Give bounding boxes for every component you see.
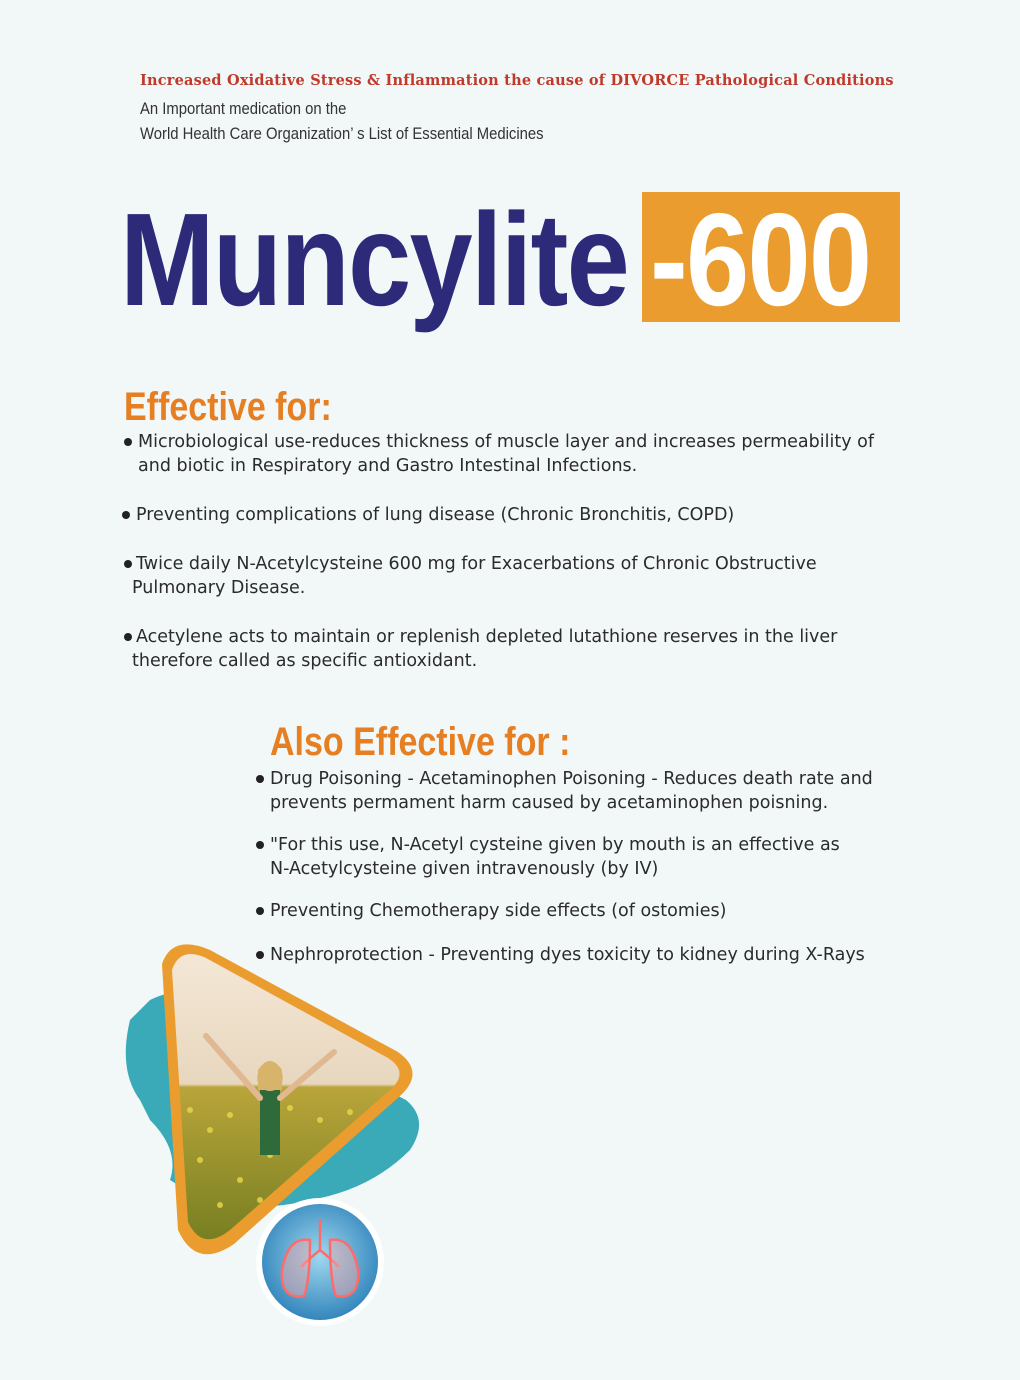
also-effective-item: [270, 767, 873, 815]
bullet-dot: [124, 633, 132, 641]
item-line: Microbiological use-reduces thickness of muscle layer and increases permeability of: [138, 432, 874, 452]
also-effective-item: [270, 899, 726, 923]
item-line: N-Acetylcysteine given intravenously (by IV): [270, 859, 659, 879]
bullet-dot: [256, 841, 264, 849]
subline-2: World Health Care Organization’ s List of Essential Medicines: [140, 125, 544, 143]
effective-item: [136, 503, 734, 527]
item-line: Acetylene acts to maintain or replenish depleted lutathione reserves in the liver: [136, 627, 838, 647]
strength-badge: [642, 186, 900, 333]
product-strength: -600: [650, 186, 871, 333]
item-line: Nephroprotection - Preventing dyes toxicity to kidney during X-Rays: [270, 945, 865, 965]
bullet-dot: [256, 907, 264, 915]
tagline: Increased Oxidative Stress & Inflammation the cause of DIVORCE Pathological Conditions: [140, 72, 894, 89]
bullet-dot: [124, 560, 132, 568]
item-line: "For this use, N-Acetyl cysteine given by mouth is an effective as: [270, 835, 840, 855]
subline-1: An Important medication on the: [140, 100, 347, 118]
item-line: Twice daily N-Acetylcysteine 600 mg for Exacerbations of Chronic Obstructive: [136, 554, 817, 574]
also-effective-item: [270, 833, 840, 881]
bullet-dot: [122, 511, 130, 519]
effective-heading: Effective for:: [124, 385, 332, 429]
product-name: Muncylite: [120, 186, 629, 333]
also-effective-heading: Also Effective for :: [270, 720, 571, 764]
effective-item: [132, 625, 838, 673]
item-line: and biotic in Respiratory and Gastro Intestinal Infections.: [138, 456, 638, 476]
effective-item: [138, 430, 874, 478]
item-line: prevents permament harm caused by acetaminophen poisning.: [270, 793, 829, 813]
effective-item: [132, 552, 817, 600]
item-line: Preventing complications of lung disease (Chronic Bronchitis, COPD): [136, 505, 735, 525]
item-line: Drug Poisoning - Acetaminophen Poisoning - Reduces death rate and: [270, 769, 873, 789]
hero-graphic: [110, 940, 430, 1360]
item-line: Pulmonary Disease.: [132, 578, 306, 598]
item-line: therefore called as specific antioxidant.: [132, 651, 478, 671]
bullet-dot: [256, 775, 264, 783]
item-line: Preventing Chemotherapy side effects (of ostomies): [270, 901, 727, 921]
bullet-dot: [124, 438, 132, 446]
